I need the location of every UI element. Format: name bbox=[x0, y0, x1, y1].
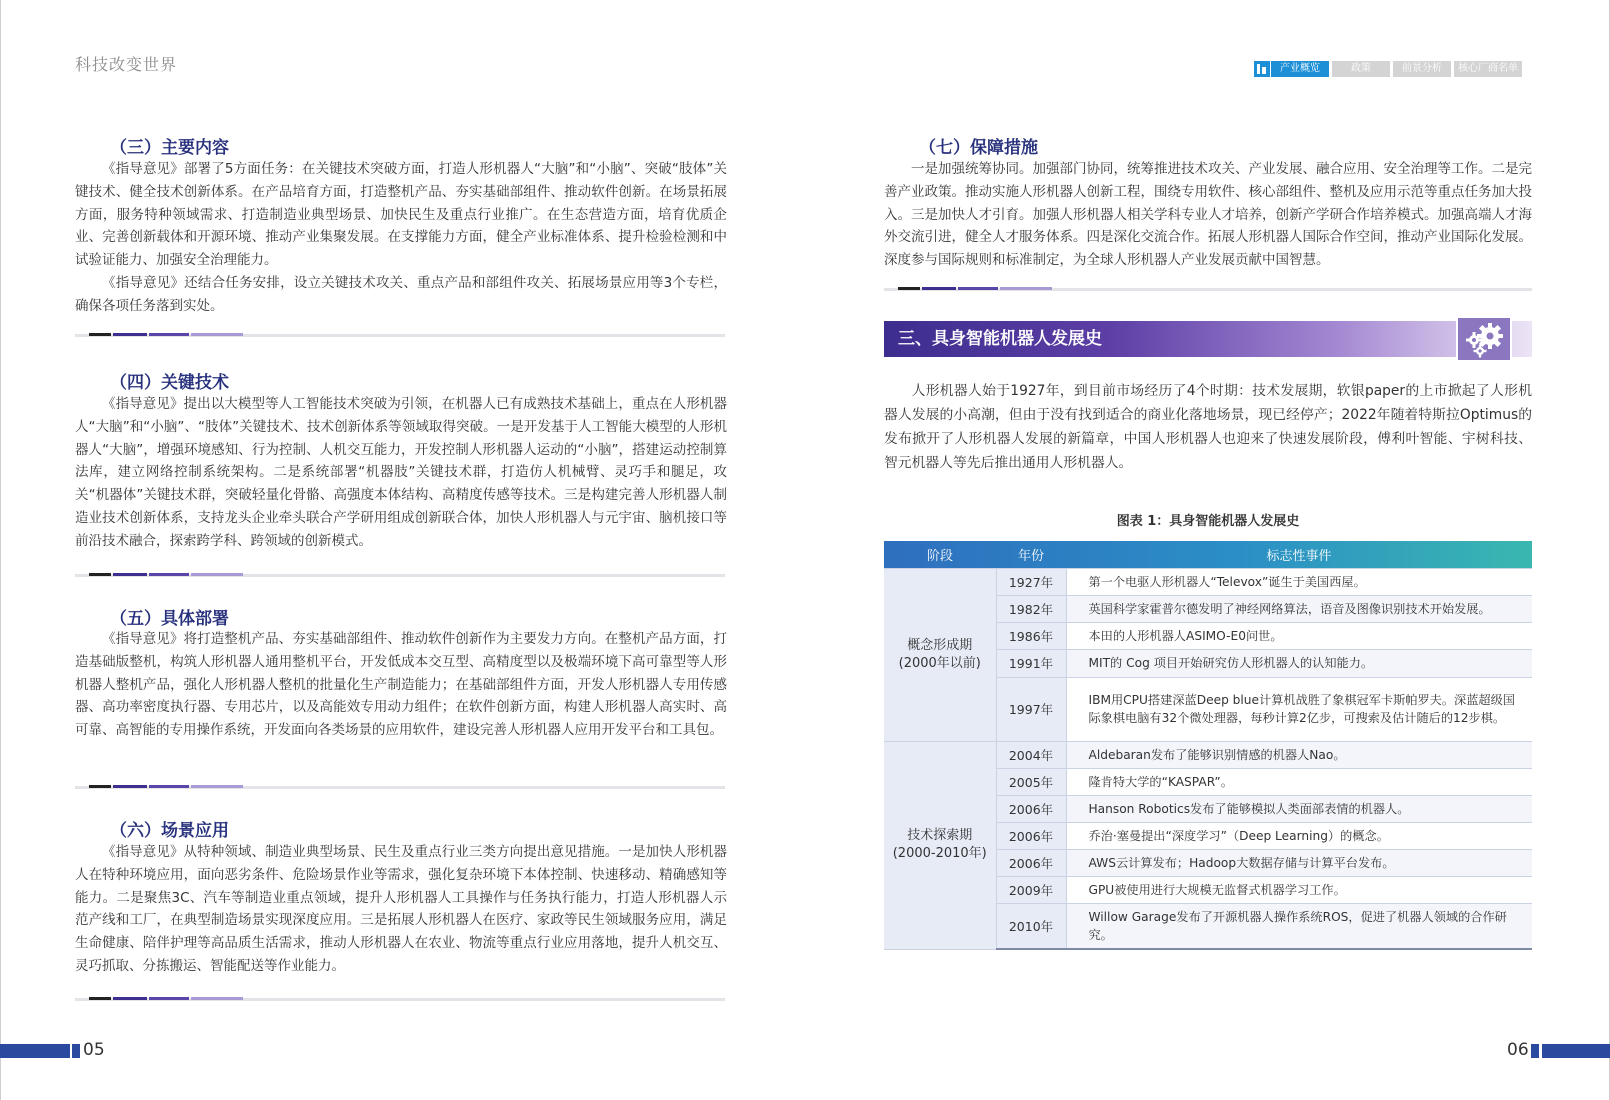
section-divider bbox=[884, 287, 1532, 291]
event-cell: Willow Garage发布了开源机器人操作系统ROS，促进了机器人领域的合作研究。 bbox=[1066, 903, 1532, 949]
event-cell: 第一个电驱人形机器人“Televox”诞生于美国西屋。 bbox=[1066, 568, 1532, 595]
year-cell: 2006年 bbox=[996, 849, 1066, 876]
section-divider bbox=[75, 333, 725, 337]
paragraph: 《指导意见》还结合任务安排，设立关键技术攻关、重点产品和部组件攻关、拓展场景应用等3个专栏，确保各项任务落到实处。 bbox=[75, 274, 727, 314]
page-number-left: 05 bbox=[83, 1040, 105, 1060]
chapter-banner bbox=[884, 321, 1532, 357]
event-cell: 乔治·塞曼提出“深度学习”（Deep Learning）的概念。 bbox=[1066, 822, 1532, 849]
footer-bar-right bbox=[1542, 1044, 1610, 1058]
section-body-safeguards bbox=[884, 158, 1532, 272]
nav-tab-outlook[interactable]: 前景分析 bbox=[1393, 61, 1451, 77]
event-cell: 英国科学家霍普尔德发明了神经网络算法，语音及图像识别技术开始发展。 bbox=[1066, 595, 1532, 622]
section-heading-safeguards: （七）保障措施 bbox=[919, 138, 1038, 158]
nav-tab-policy[interactable]: 政策 bbox=[1332, 61, 1390, 77]
section-body-key-tech bbox=[75, 393, 727, 553]
history-intro bbox=[884, 379, 1532, 475]
paragraph: 《指导意见》从特种领域、制造业典型场景、民生及重点行业三类方向提出意见措施。一是加快人形机器人在特种环境应用，面向恶劣条件、危险场景作业等需求，强化复杂环境下本体控制、快速移动、精确感知等能力。二是聚焦3C、汽车等制造业重点领域，提升人形机器人工具操作与任务执行能力，打造人形机器人示范产线和工厂，在典型制造场景实现深度应用。三是拓展人形机器人在医疗、家政等民生领域服务应用，满足生命健康、陪伴护理等高品质生活需求，推动人形机器人在农业、物流等重点行业应用落地，提升人机交互、灵巧抓取、分拣搬运、智能配送等作业能力。 bbox=[75, 844, 727, 974]
event-cell: AWS云计算发布；Hadoop大数据存储与计算平台发布。 bbox=[1066, 849, 1532, 876]
year-cell: 2006年 bbox=[996, 795, 1066, 822]
column-header-stage: 阶段 bbox=[926, 548, 953, 564]
event-cell: Hanson Robotics发布了能够模拟人类面部表情的机器人。 bbox=[1066, 795, 1532, 822]
table-caption: 图表 1：具身智能机器人发展史 bbox=[1116, 514, 1300, 529]
footer-bar-left bbox=[0, 1044, 70, 1058]
section-heading-main-content: （三）主要内容 bbox=[110, 138, 229, 158]
section-heading-key-tech: （四）关键技术 bbox=[110, 373, 229, 393]
section-divider bbox=[75, 997, 725, 1001]
section-divider bbox=[75, 785, 725, 789]
nav-tab-overview[interactable]: 产业概览 bbox=[1271, 61, 1329, 77]
event-cell: GPU被使用进行大规模无监督式机器学习工作。 bbox=[1066, 876, 1532, 903]
event-cell: IBM用CPU搭建深蓝Deep blue计算机战胜了象棋冠军卡斯帕罗夫。深蓝超级国际象棋电脑有32个微处理器，每秒计算2亿步，可搜索及估计随后的12步棋。 bbox=[1066, 677, 1532, 741]
stage-cell: 技术探索期 (2000-2010年) bbox=[884, 741, 996, 949]
paragraph: 人形机器人始于1927年，到目前市场经历了4个时期：技术发展期，软银paper的上市掀起了人形机器人发展的小高潮，但由于没有找到适合的商业化落地场景，现已经停产；2022年随着特斯拉Optimus的发布掀开了人形机器人发展的新篇章，中国人形机器人也迎来了快速发展阶段，傅利叶智能、宇树科技、智元机器人等先后推出通用人形机器人。 bbox=[884, 383, 1532, 471]
year-cell: 1986年 bbox=[996, 622, 1066, 649]
paragraph: 《指导意见》部署了5方面任务：在关键技术突破方面，打造人形机器人“大脑”和“小脑”、突破“肢体”关键技术、健全技术创新体系。在产品培育方面，打造整机产品、夯实基础部组件、推动软件创新。在场景拓展方面，服务特种领域需求、打造制造业典型场景、加快民生及重点行业推广。在生态营造方面，培育优质企业、完善创新载体和开源环境、推动产业集聚发展。在支撑能力方面，健全产业标准体系、提升检验检测和中试验证能力、加强安全治理能力。 bbox=[75, 161, 727, 269]
chapter-banner-title: 三、具身智能机器人发展史 bbox=[898, 329, 1102, 349]
section-nav bbox=[1254, 61, 1522, 77]
paragraph: 一是加强统筹协同。加强部门协同，统筹推进技术攻关、产业发展、融合应用、安全治理等工作。二是完善产业政策。推动实施人形机器人创新工程，围绕专用软件、核心部组件、整机及应用示范等重点任务加大投入。三是加快人才引育。加强人形机器人相关学科专业人才培养，创新产学研合作培养模式。加强高端人才海外交流引进，健全人才服务体系。四是深化交流合作。拓展人形机器人国际合作空间，推动产业国际化发展。深度参与国际规则和标准制定，为全球人形机器人产业发展贡献中国智慧。 bbox=[884, 161, 1532, 269]
stage-cell: 概念形成期 (2000年以前) bbox=[884, 568, 996, 741]
footer-square-right bbox=[1531, 1044, 1539, 1058]
year-cell: 1997年 bbox=[996, 677, 1066, 741]
table-header-row bbox=[884, 541, 1532, 568]
year-cell: 1991年 bbox=[996, 649, 1066, 677]
nav-tab-vendors[interactable]: 核心厂商名单 bbox=[1454, 61, 1522, 77]
section-body-deployment bbox=[75, 628, 727, 742]
year-cell: 1927年 bbox=[996, 568, 1066, 595]
year-cell: 2005年 bbox=[996, 768, 1066, 795]
year-cell: 2010年 bbox=[996, 903, 1066, 949]
paragraph: 《指导意见》将打造整机产品、夯实基础部组件、推动软件创新作为主要发力方向。在整机产品方面，打造基础版整机，构筑人形机器人通用整机平台，开发低成本交互型、高精度型以及极端环境下高可靠型等人形机器人整机产品，强化人形机器人整机的批量化生产制造能力；在基础部组件方面，开发人形机器人专用传感器、高功率密度执行器、专用芯片，以及高能效专用动力组件；在软件创新方面，构建人形机器人高实时、高可靠、高智能的专用操作系统，开发面向各类场景的应用软件，建设完善人形机器人应用开发平台和工具包。 bbox=[75, 631, 727, 739]
header-title: 科技改变世界 bbox=[75, 55, 178, 74]
event-cell: 本田的人形机器人ASIMO-E0问世。 bbox=[1066, 622, 1532, 649]
gears-icon bbox=[1456, 316, 1512, 362]
year-cell: 2004年 bbox=[996, 741, 1066, 768]
history-table bbox=[884, 541, 1532, 950]
event-cell: 隆肯特大学的“KASPAR”。 bbox=[1066, 768, 1532, 795]
column-header-event: 标志性事件 bbox=[1266, 548, 1332, 564]
table-row bbox=[884, 741, 1532, 768]
section-body-main-content bbox=[75, 158, 727, 318]
year-cell: 2009年 bbox=[996, 876, 1066, 903]
section-divider bbox=[75, 573, 725, 577]
building-icon bbox=[1254, 61, 1270, 77]
footer-square-left bbox=[72, 1044, 80, 1058]
section-body-scenarios bbox=[75, 841, 727, 978]
table-row bbox=[884, 568, 1532, 595]
event-cell: Aldebaran发布了能够识别情感的机器人Nao。 bbox=[1066, 741, 1532, 768]
page-number-right: 06 bbox=[1507, 1040, 1529, 1060]
event-cell: MIT的 Cog 项目开始研究仿人形机器人的认知能力。 bbox=[1066, 649, 1532, 677]
column-header-year: 年份 bbox=[1017, 548, 1044, 564]
year-cell: 1982年 bbox=[996, 595, 1066, 622]
paragraph: 《指导意见》提出以大模型等人工智能技术突破为引领，在机器人已有成熟技术基础上，重点在人形机器人“大脑”和“小脑”、“肢体”关键技术、技术创新体系等领域取得突破。一是开发基于人工智能大模型的人形机器人“大脑”，增强环境感知、行为控制、人机交互能力，开发控制人形机器人运动的“小脑”，搭建运动控制算法库，建立网络控制系统架构。二是系统部署“机器肢”关键技术群，打造仿人机械臂、灵巧手和腿足，攻关“机器体”关键技术群，突破轻量化骨骼、高强度本体结构、高精度传感等技术。三是构建完善人形机器人制造业技术创新体系，支持龙头企业牵头联合产学研用组成创新联合体，加快人形机器人与元宇宙、脑机接口等前沿技术融合，探索跨学科、跨领域的创新模式。 bbox=[75, 396, 727, 549]
year-cell: 2006年 bbox=[996, 822, 1066, 849]
section-heading-deployment: （五）具体部署 bbox=[110, 609, 229, 629]
section-heading-scenarios: （六）场景应用 bbox=[110, 821, 229, 841]
